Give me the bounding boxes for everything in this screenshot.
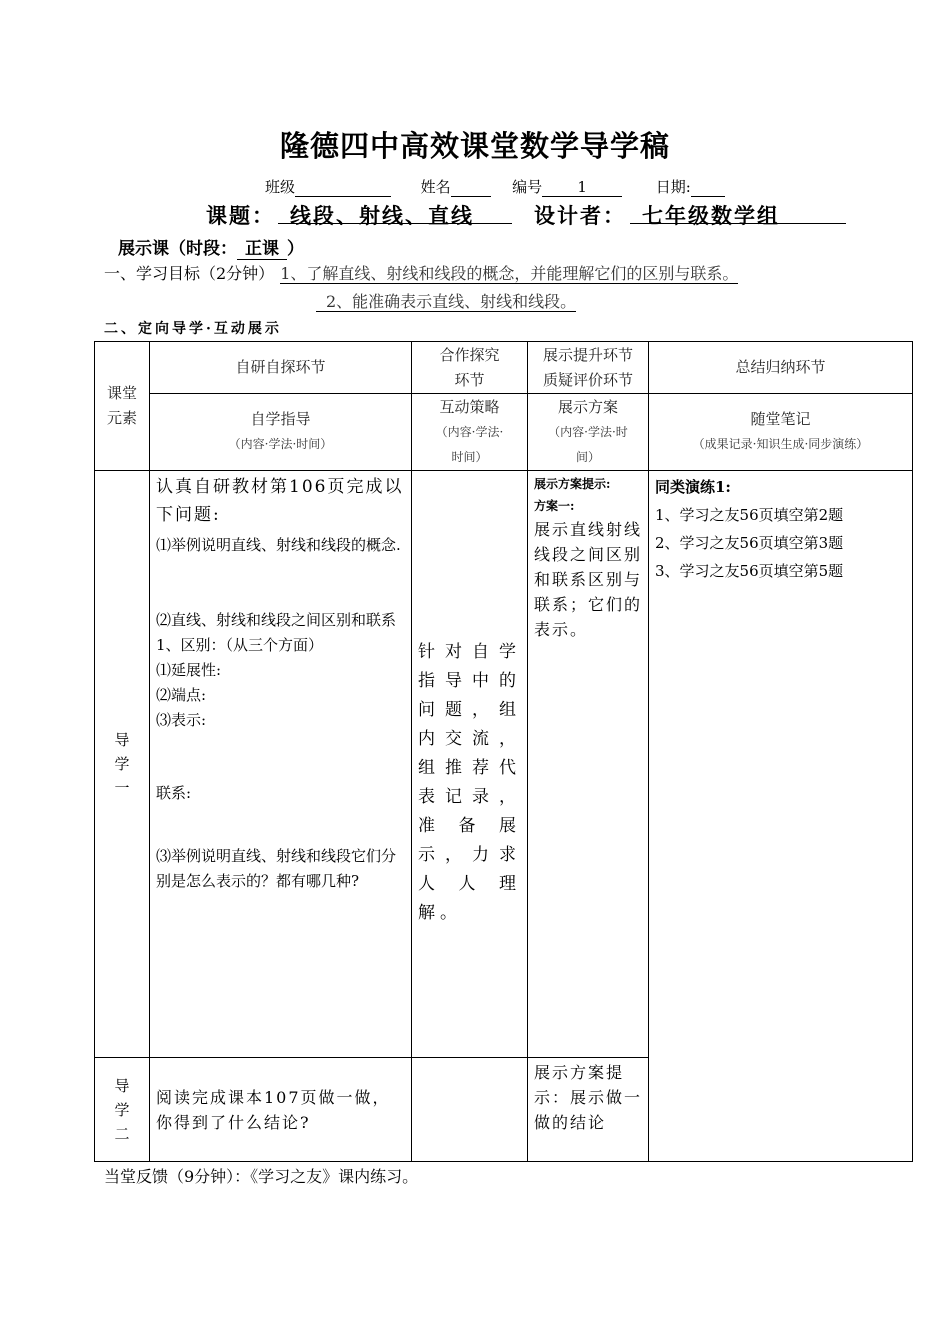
page-title: 隆德四中高效课堂数学导学稿 <box>279 129 670 163</box>
row2-plan: 展示方案提示：展示做一做的结论 <box>528 1058 649 1162</box>
goals-line <box>104 261 738 284</box>
header-guide: 自学指导 （内容·学法·时间） <box>150 394 412 471</box>
lesson-table <box>94 341 913 1162</box>
plan-text: 展示直线射线线段之间区别和联系区别与联系；它们的表示。 <box>534 520 643 639</box>
header-show: 展示提升环节 质疑评价环节 <box>528 342 649 394</box>
row1-label: 导 学 一 <box>95 471 150 1058</box>
question-3: ⑶举例说明直线、射线和线段它们分别是怎么表示的？都有哪几种? <box>156 847 397 890</box>
header-notes: 随堂笔记 （成果记录·知识生成·同步演练） <box>649 394 913 471</box>
designer-value: 七年级数学组 <box>642 203 780 228</box>
show-lesson-line: 展示课（时段： 正课 ） <box>118 239 304 259</box>
topic-label: 课题： <box>206 203 275 228</box>
header-element: 课堂 元素 <box>95 342 150 471</box>
feedback-line: 当堂反馈（9分钟）：《学习之友》课内练习。 <box>104 1167 419 1186</box>
note-1: 1、学习之友56页填空第2题 <box>655 506 844 524</box>
number-field[interactable]: 1 <box>542 178 622 197</box>
header-summary: 总结归纳环节 <box>649 342 913 394</box>
note-3: 3、学习之友56页填空第5题 <box>655 562 844 580</box>
name-label: 姓名 <box>420 178 451 196</box>
row2-guide: 阅读完成课本107页做一做，你得到了什么结论? <box>150 1058 412 1162</box>
number-label: 编号 <box>512 178 543 196</box>
goals-label: 一、学习目标（2分钟） <box>104 264 275 283</box>
question-2: ⑵直线、射线和线段之间区别和联系 <box>156 611 397 629</box>
row2-strategy <box>412 1058 528 1162</box>
goal-1: 1、了解直线、射线和线段的概念，并能理解它们的区别与联系。 <box>280 264 739 283</box>
row1-guide <box>150 471 412 1058</box>
date-field[interactable] <box>691 178 725 197</box>
header-cooperation: 合作探究 环节 <box>412 342 528 394</box>
difference-3: ⑶表示: <box>156 711 207 729</box>
difference-1: ⑴延展性: <box>156 661 222 679</box>
note-2: 2、学习之友56页填空第3题 <box>655 534 844 552</box>
difference-heading: 1、区别：（从三个方面） <box>156 636 324 654</box>
row1-lead: 认真自研教材第106页完成以下问题: <box>156 477 404 525</box>
show-lesson-value: 正课 <box>237 239 287 260</box>
header-plan: 展示方案 （内容·学法·时 间） <box>528 394 649 471</box>
notes-title: 同类演练1: <box>655 478 731 496</box>
plan-one: 方案一: <box>534 499 575 513</box>
meta-line <box>265 176 725 197</box>
row1-plan <box>528 471 649 1058</box>
class-label: 班级 <box>265 178 296 196</box>
relation: 联系: <box>156 784 192 802</box>
row2-label: 导 学 二 <box>95 1058 150 1162</box>
section-2-heading: 二、定向导学·互动展示 <box>104 321 282 337</box>
designer-label: 设计者： <box>534 203 626 228</box>
difference-2: ⑵端点: <box>156 686 207 704</box>
topic-value: 线段、射线、直线 <box>290 203 474 228</box>
plan-hint: 展示方案提示: <box>534 477 611 491</box>
class-field[interactable] <box>295 178 391 197</box>
row1-strategy: 针对自学指导中的问题，组内交流，组推荐代表记录，准备展示，力求人人理解。 <box>412 471 528 1058</box>
header-strategy: 互动策略 （内容·学法· 时间） <box>412 394 528 471</box>
date-label: 日期: <box>655 178 691 196</box>
name-field[interactable] <box>451 178 491 197</box>
goal-2-line <box>316 289 576 312</box>
header-self-study: 自研自探环节 <box>150 342 412 394</box>
goal-2: 2、能准确表示直线、射线和线段。 <box>316 292 576 312</box>
row1-notes <box>649 471 913 1162</box>
question-1: ⑴举例说明直线、射线和线段的概念. <box>156 536 401 554</box>
